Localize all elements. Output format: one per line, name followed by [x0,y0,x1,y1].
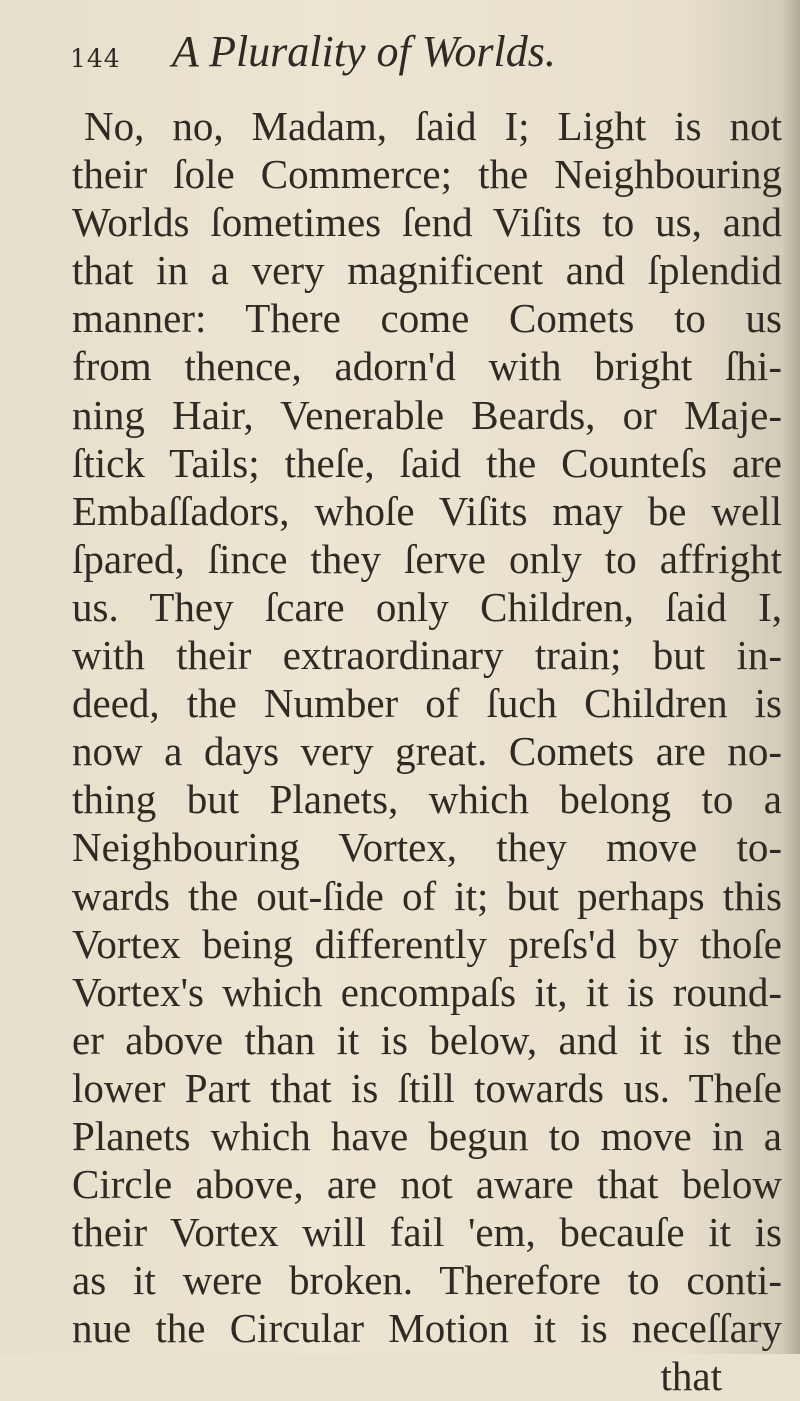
page-edge-shadow [782,0,800,1354]
text-line: ning Hair, Venerable Beards, or Maje- [72,391,782,438]
text-line: ſtick Tails; theſe, ſaid the Counteſs are [72,439,782,486]
text-line: as it were broken. Therefore to conti- [72,1257,782,1304]
text-line: their ſole Commerce; the Neighbouring [72,151,782,198]
text-line: Planets which have begun to move in a [72,1112,782,1159]
text-line: thing but Planets, which belong to a [72,776,782,823]
text-line: us. They ſcare only Children, ſaid I, [72,583,782,630]
text-line: No, no, Madam, ſaid I; Light is not [84,103,782,149]
page-number: 144 [70,44,121,73]
text-line: now a days very great. Comets are no- [72,728,782,775]
running-title: A Plurality of Worlds. [172,27,556,76]
body-text [72,102,782,1401]
text-line: Vortex being differently preſs'd by thoſe [72,920,782,967]
text-line: Embaſſadors, whoſe Viſits may be well [72,487,782,534]
text-line: ſpared, ſince they ſerve only to affright [72,535,782,582]
text-line: er above than it is below, and it is the [72,1016,782,1063]
text-line: deed, the Number of ſuch Children is [72,680,782,727]
text-line: that in a very magnificent and ſplendid [72,247,782,294]
text-line: with their extraordinary train; but in- [72,632,782,679]
text-line: their Vortex will fail 'em, becauſe it is [72,1209,782,1256]
text-line: lower Part that is ſtill towards us. Theſe [72,1064,782,1111]
catchword: that [660,1353,722,1400]
text-line: nue the Circular Motion it is neceſſary [72,1305,782,1352]
text-line: from thence, adorn'd with bright ſhi- [72,343,782,390]
text-line: Vortex's which encompaſs it, it is round- [72,968,782,1015]
text-line: Circle above, are not aware that below [72,1161,782,1208]
text-line: Worlds ſometimes ſend Viſits to us, and [72,199,782,246]
text-line: manner: There come Comets to us [72,295,782,342]
text-line: wards the out-ſide of it; but perhaps this [72,872,782,919]
text-line: Neighbouring Vortex, they move to- [72,824,782,871]
